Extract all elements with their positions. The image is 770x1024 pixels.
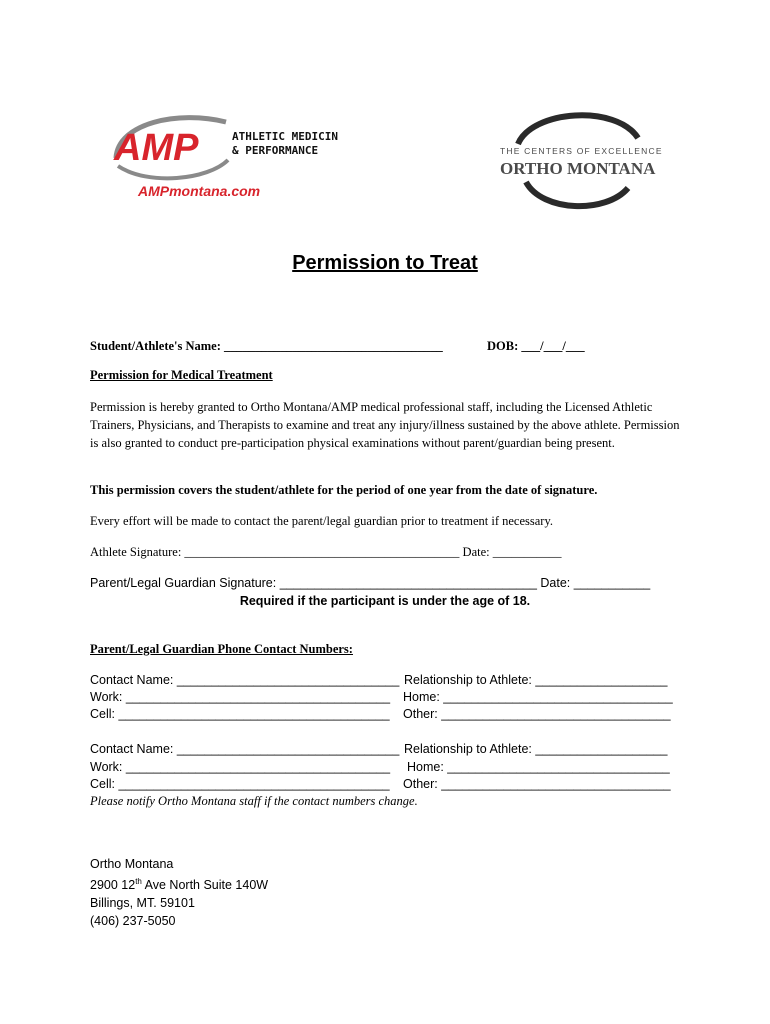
- dob-field[interactable]: DOB: ___/___/___: [487, 339, 585, 353]
- address-street: [90, 873, 268, 894]
- amp-wordmark: AMP: [114, 127, 199, 169]
- address-org-name: Ortho Montana: [90, 857, 174, 871]
- amp-url: AMPmontana.com: [138, 183, 261, 199]
- address-street-number: 2900 12: [90, 878, 136, 893]
- address-city: Billings, MT. 59101: [90, 896, 195, 911]
- athlete-name-field[interactable]: Student/Athlete's Name: ___________________________________: [90, 339, 443, 353]
- contact1-work-field[interactable]: Work: ______________________________________: [90, 690, 391, 704]
- contact2-cell-field[interactable]: Cell: _______________________________________: [90, 777, 390, 791]
- contact1-other-field[interactable]: Other: _________________________________: [403, 707, 671, 721]
- amp-tagline-2: & PERFORMANCE: [232, 144, 319, 157]
- address-street-rest: Ave North Suite 140W: [141, 878, 269, 893]
- contact2-relationship-field[interactable]: Relationship to Athlete: ___________________: [404, 742, 668, 756]
- ortho-montana-logo: [496, 108, 666, 223]
- contact2-name-field[interactable]: Contact Name: ________________________________: [90, 742, 400, 756]
- om-tagline: THE CENTERS OF EXCELLENCE: [500, 146, 663, 156]
- medical-treatment-heading: Permission for Medical Treatment: [90, 368, 273, 382]
- amp-tagline-1: ATHLETIC MEDICINE: [232, 130, 338, 143]
- phone-contacts-heading: Parent/Legal Guardian Phone Contact Numbers:: [90, 642, 353, 656]
- notify-note: Please notify Ortho Montana staff if the contact numbers change.: [90, 794, 418, 808]
- contact1-cell-field[interactable]: Cell: _______________________________________: [90, 707, 390, 721]
- coverage-statement: This permission covers the student/athlete for the period of one year from the date of signature.: [90, 483, 598, 497]
- contact2-other-field[interactable]: Other: _________________________________: [403, 777, 671, 791]
- address-phone: (406) 237-5050: [90, 914, 176, 929]
- om-wordmark: ORTHO MONTANA: [500, 159, 656, 178]
- page-title: Permission to Treat: [292, 252, 478, 274]
- athlete-signature-field[interactable]: Athlete Signature: ____________________________________________ Date: ___________: [90, 545, 562, 559]
- contact2-home-field[interactable]: Home: ________________________________: [407, 760, 670, 774]
- contact1-relationship-field[interactable]: Relationship to Athlete: ___________________: [404, 673, 668, 687]
- contact1-home-field[interactable]: Home: _________________________________: [403, 690, 673, 704]
- contact2-work-field[interactable]: Work: ______________________________________: [90, 760, 391, 774]
- contact1-name-field[interactable]: Contact Name: ________________________________: [90, 673, 400, 687]
- permission-paragraph: Permission is hereby granted to Ortho Montana/AMP medical professional staff, including the Licensed Athletic Trainers, Physicians, and Therapists to examine and treat any injury/illness sustained by the above athlete. Permission is also granted to conduct pre-participation physical examinations without parent/guardian being present.: [90, 400, 680, 450]
- contact-effort-statement: Every effort will be made to contact the parent/legal guardian prior to treatment if necessary.: [90, 514, 554, 528]
- address-street-suffix: th: [135, 877, 142, 886]
- address-block: [90, 855, 268, 930]
- required-note: Required if the participant is under the age of 18.: [239, 594, 531, 608]
- amp-logo: [108, 108, 338, 205]
- guardian-signature-field[interactable]: Parent/Legal Guardian Signature: _____________________________________ Date: ___________: [90, 576, 651, 590]
